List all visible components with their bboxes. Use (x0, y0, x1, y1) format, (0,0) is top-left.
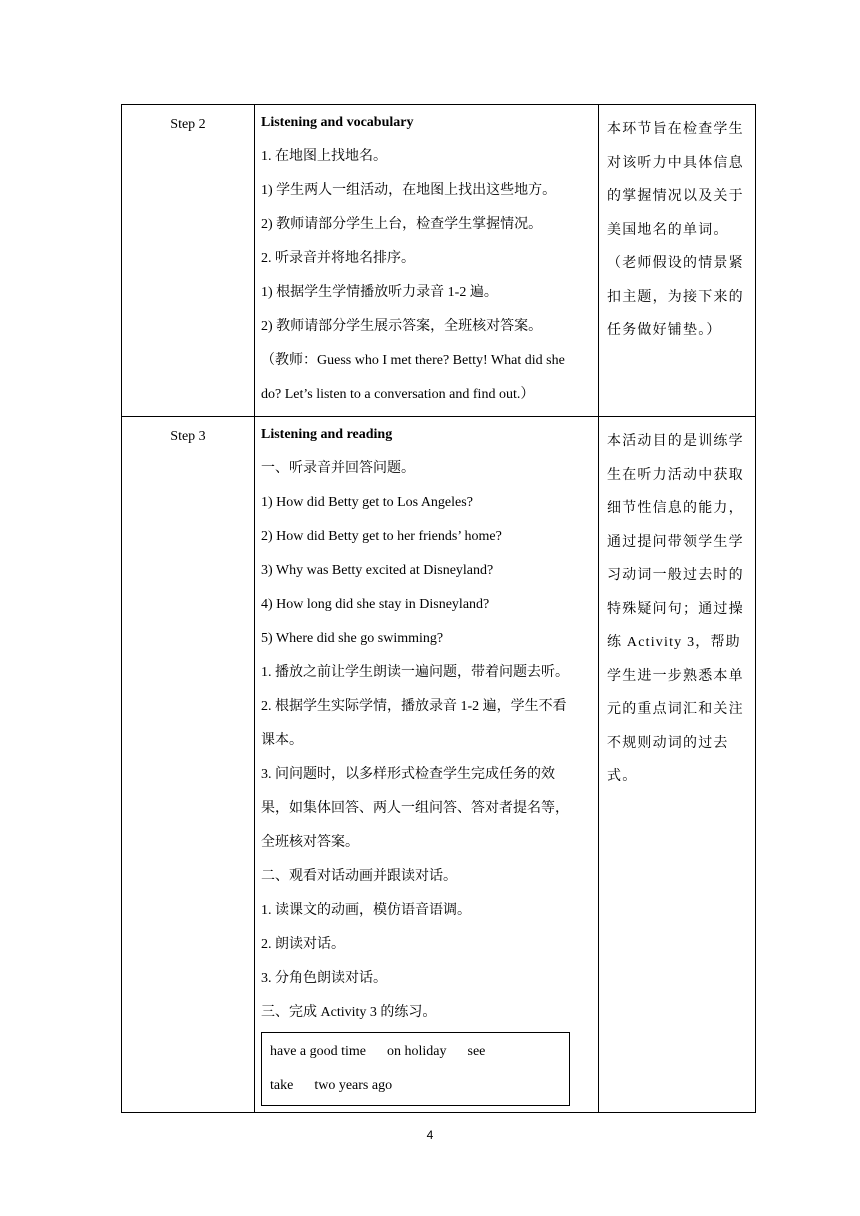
step-label: Step 3 (122, 417, 255, 1113)
activity-line: 全班核对答案。 (261, 835, 359, 850)
activity-line: 课本。 (261, 733, 303, 748)
activity-heading: Listening and reading (261, 427, 393, 442)
activity-line: 5) Where did she go swimming? (261, 631, 444, 646)
activity-line: 二、观看对话动画并跟读对话。 (261, 869, 457, 884)
purpose-note: 本环节旨在检查学生对该听力中具体信息的掌握情况以及关于美国地名的单词。（老师假设的情景紧扣主题，为接下来的任务做好铺垫。） (599, 105, 756, 417)
page-number: 4 (426, 1128, 434, 1142)
activity-line: do? Let’s listen to a conversation and find out.） (261, 387, 535, 402)
activity-line: 果，如集体回答、两人一组问答、答对者提名等， (261, 801, 569, 816)
activity-line: 1. 读课文的动画，模仿语音语调。 (261, 903, 471, 918)
activity-line: 1. 在地图上找地名。 (261, 149, 387, 164)
activity-line: 1) 根据学生学情播放听力录音 1-2 遍。 (261, 285, 498, 300)
activity-cell (255, 417, 599, 1113)
activity-line: 2. 朗读对话。 (261, 937, 345, 952)
activity-line: 2. 根据学生实际学情，播放录音 1-2 遍，学生不看 (261, 699, 567, 714)
activity-line: 3) Why was Betty excited at Disneyland? (261, 563, 494, 578)
purpose-note: 本活动目的是训练学生在听力活动中获取细节性信息的能力，通过提问带领学生学习动词一般过去时的特殊疑问句；通过操练 Activity 3，帮助学生进一步熟悉本单元的重点词汇和关注不规则动词的过去式。 (599, 417, 756, 1113)
activity-heading: Listening and vocabulary (261, 115, 414, 130)
activity-cell (255, 105, 599, 417)
activity-line: 一、听录音并回答问题。 (261, 461, 415, 476)
activity-line: 3. 问问题时，以多样形式检查学生完成任务的效 (261, 767, 555, 782)
activity-line: 1) 学生两人一组活动，在地图上找出这些地方。 (261, 183, 557, 198)
activity-line: 三、完成 Activity 3 的练习。 (261, 1005, 437, 1020)
activity-line: 2) 教师请部分学生展示答案，全班核对答案。 (261, 319, 543, 334)
table-row-step-2 (122, 105, 756, 417)
word-box-line: take two years ago (270, 1078, 393, 1093)
activity-line: 1. 播放之前让学生朗读一遍问题，带着问题去听。 (261, 665, 569, 680)
activity-line: 2. 听录音并将地名排序。 (261, 251, 415, 266)
table-row-step-3 (122, 417, 756, 1113)
activity-line: （教师：Guess who I met there? Betty! What did she (261, 353, 565, 368)
activity-line: 2) How did Betty get to her friends’ home? (261, 529, 502, 544)
word-box (261, 1032, 570, 1106)
lesson-plan-table (121, 104, 756, 1113)
activity-line: 4) How long did she stay in Disneyland? (261, 597, 490, 612)
activity-line: 1) How did Betty get to Los Angeles? (261, 495, 473, 510)
activity-line: 3. 分角色朗读对话。 (261, 971, 387, 986)
word-box-line: have a good time on holiday see (270, 1044, 486, 1059)
step-label: Step 2 (122, 105, 255, 417)
activity-line: 2) 教师请部分学生上台，检查学生掌握情况。 (261, 217, 543, 232)
